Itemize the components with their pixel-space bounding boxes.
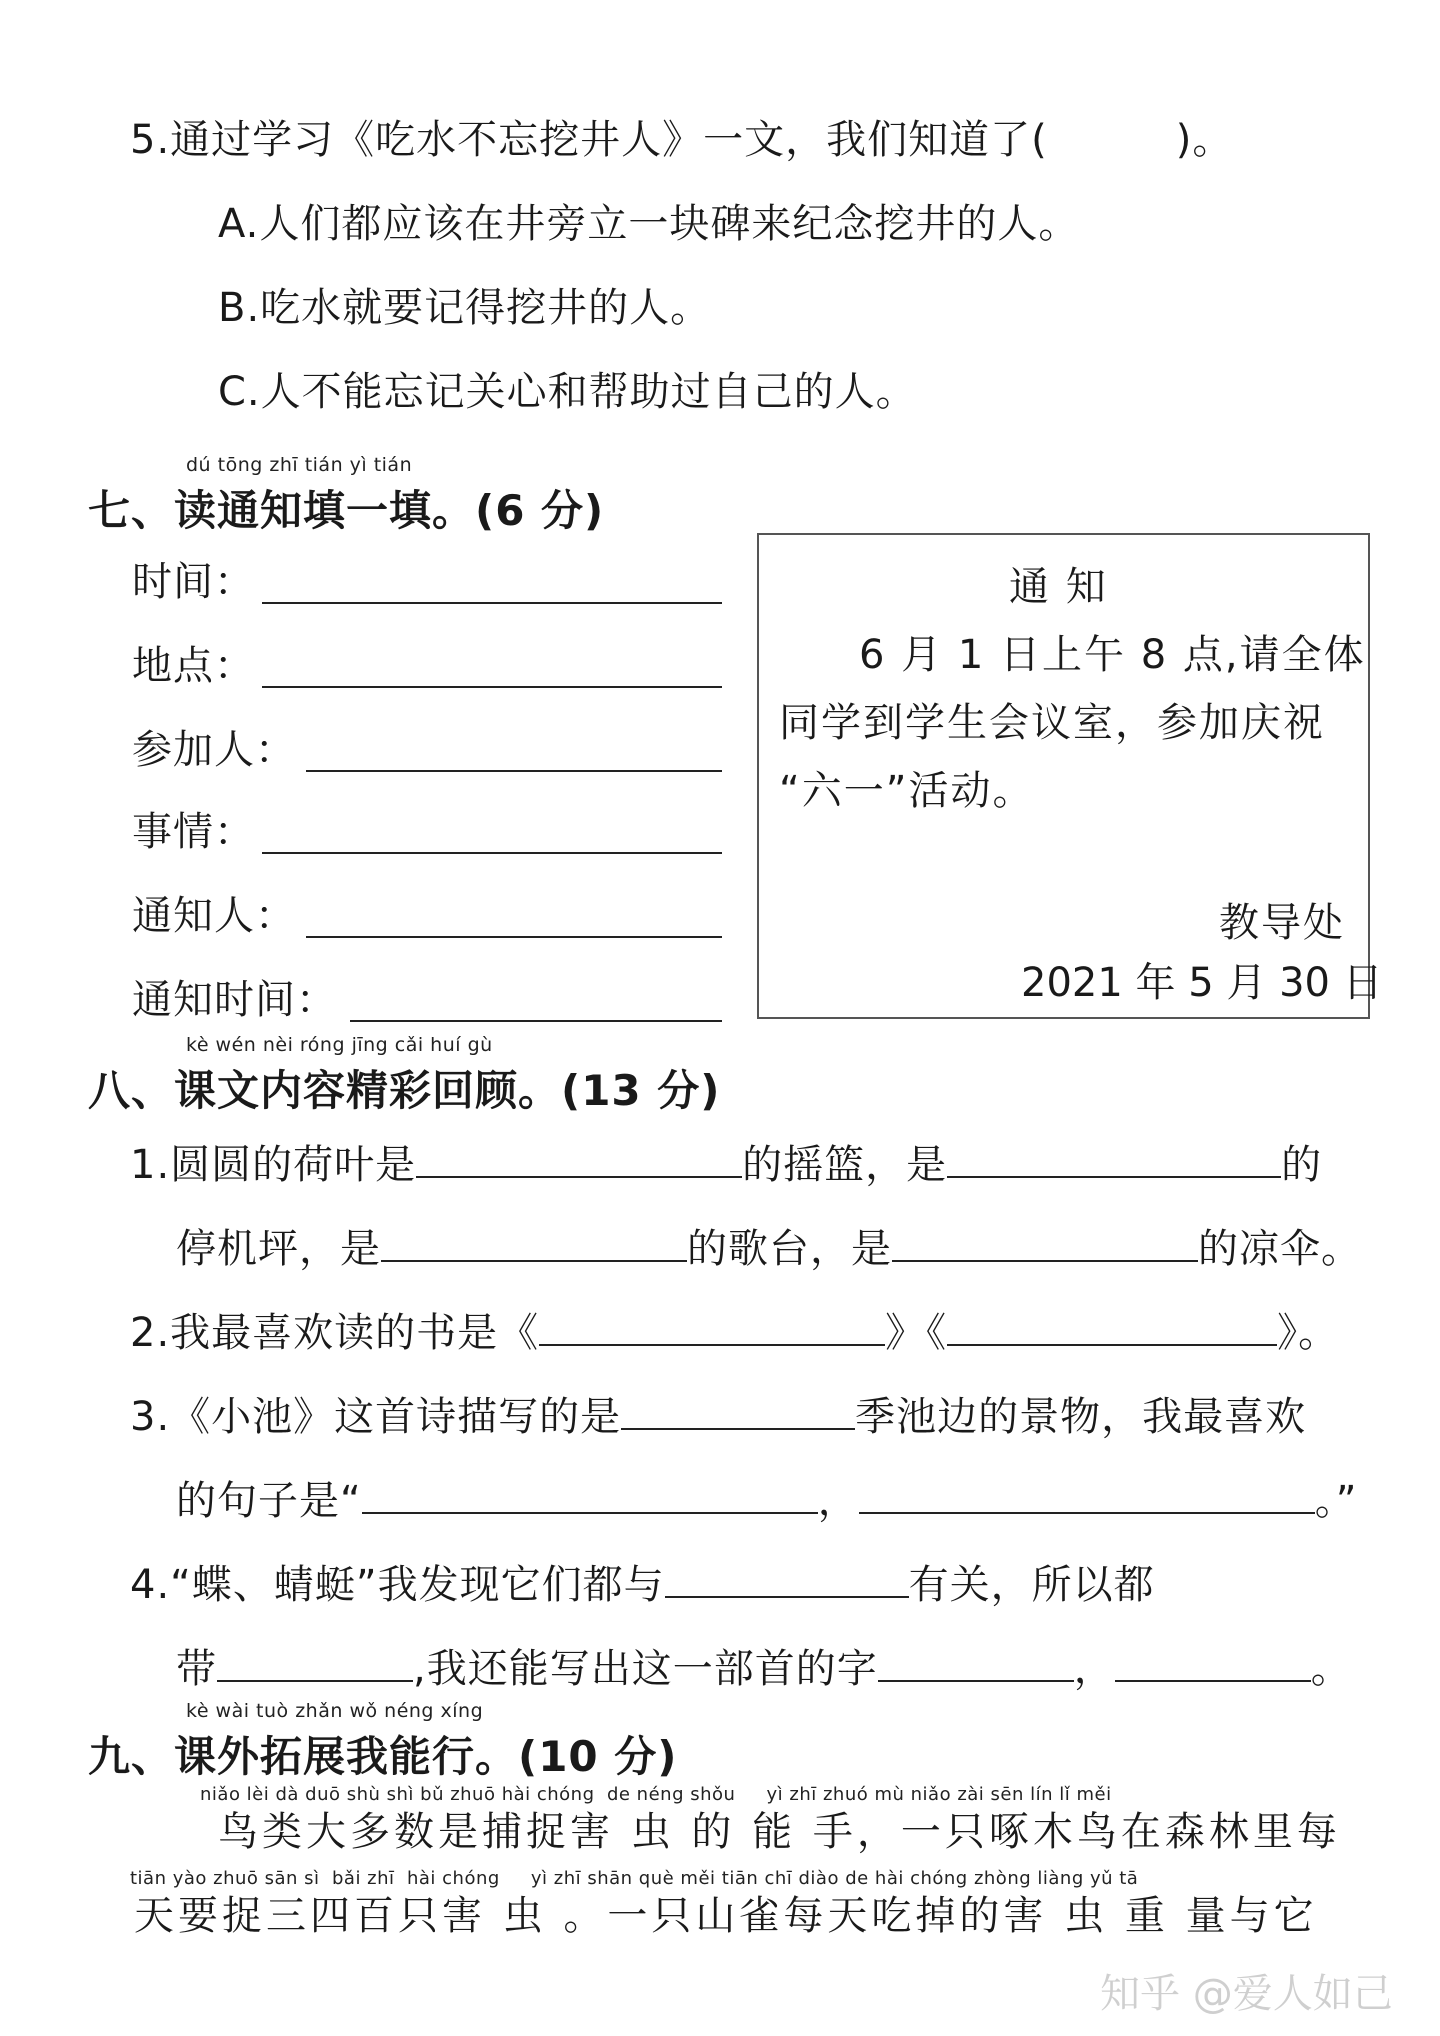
q8-2-text-c: 》。 (1277, 1310, 1340, 1356)
field-event-blank[interactable] (262, 852, 722, 854)
q8-4-text-b: 有关，所以都 (908, 1562, 1155, 1608)
field-participants-label: 参加人： (132, 727, 296, 773)
q8-3-text-c: 的句子是“ (176, 1478, 362, 1524)
field-place-label: 地点： (132, 643, 255, 689)
q8-3-blank-1[interactable] (621, 1390, 855, 1430)
passage-pinyin-1: niǎo lèi dà duō shù shì bǔ zhuō hài chóng de néng shǒu yì zhī zhuó mù niǎo zài sēn lín lǐ měi (200, 1784, 1112, 1805)
passage-line-2: 天要捉三四百只害 虫 。一只山雀每天吃掉的害 虫 重 量与它 (134, 1893, 1318, 1939)
q8-4-text-c: 带 (176, 1646, 217, 1692)
q5-option-c: C.人不能忘记关心和帮助过自己的人。 (218, 369, 917, 415)
sec8-title: 八、课文内容精彩回顾。(13 分) (88, 1066, 721, 1115)
notice-line-1: 6 月 1 日上午 8 点,请全体 (859, 632, 1366, 678)
q8-3-text-a: 3.《小池》这首诗描写的是 (130, 1394, 622, 1440)
q8-2-line (130, 1306, 1339, 1357)
q8-3-line-b (176, 1474, 1357, 1525)
q5-stem-text: 5.通过学习《吃水不忘挖井人》一文，我们知道了( (130, 117, 1048, 163)
passage-line-1: 鸟类大多数是捕捉害 虫 的 能 手，一只啄木鸟在森林里每 (218, 1809, 1341, 1855)
q8-2-text-b: 》《 (885, 1310, 948, 1356)
field-event-label: 事情： (132, 809, 255, 855)
q8-3-text-d: ， (817, 1478, 859, 1524)
passage-pinyin-2: tiān yào zhuō sān sì bǎi zhī hài chóng yì zhī shān què měi tiān chī diào de hài chóng zhòng liàng yǔ tā (130, 1868, 1139, 1889)
q8-1-line-b (176, 1222, 1362, 1273)
q8-4-blank-1[interactable] (665, 1558, 909, 1598)
field-notifier-label: 通知人： (132, 893, 296, 939)
q8-1-text-d: 停机坪，是 (176, 1226, 381, 1272)
q5-stem (130, 116, 1233, 164)
q8-4-text-e: ， (1073, 1646, 1115, 1692)
q8-2-blank-1[interactable] (539, 1306, 885, 1346)
sec7-title: 七、读通知填一填。(6 分) (88, 486, 605, 535)
q8-1-blank-1[interactable] (416, 1138, 742, 1178)
sec9-title: 九、课外拓展我能行。(10 分) (88, 1732, 678, 1781)
q8-3-text-b: 季池边的景物，我最喜欢 (855, 1394, 1307, 1440)
q8-4-text-a: 4.“蝶、蜻蜓”我发现它们都与 (130, 1562, 665, 1608)
q8-1-text-e: 的歌台，是 (687, 1226, 892, 1272)
q8-1-blank-4[interactable] (892, 1222, 1198, 1262)
q8-1-text-b: 的摇篮，是 (742, 1142, 948, 1188)
q8-4-text-f: 。 (1310, 1646, 1352, 1692)
sec7-pinyin: dú tōng zhī tián yì tián (186, 454, 413, 476)
q8-3-blank-2[interactable] (362, 1474, 818, 1514)
q8-1-text-c: 的 (1281, 1142, 1323, 1188)
q8-2-text-a: 2.我最喜欢读的书是《 (130, 1310, 540, 1356)
q5-option-b: B.吃水就要记得挖井的人。 (218, 285, 712, 331)
field-time-label: 时间： (132, 559, 255, 605)
q8-3-blank-3[interactable] (859, 1474, 1315, 1514)
field-time-blank[interactable] (262, 602, 722, 604)
field-notifier-blank[interactable] (306, 936, 722, 938)
notice-line-3: “六一”活动。 (779, 768, 1035, 814)
field-notice-time-blank[interactable] (350, 1020, 722, 1022)
q8-4-line-b (176, 1642, 1352, 1693)
notice-signer: 教导处 (1219, 900, 1345, 946)
field-participants-blank[interactable] (306, 770, 722, 772)
notice-line-2: 同学到学生会议室，参加庆祝 (779, 700, 1325, 746)
q8-2-blank-2[interactable] (947, 1306, 1277, 1346)
q8-1-text-f: 的凉伞。 (1198, 1226, 1362, 1272)
notice-date: 2021 年 5 月 30 日 (1021, 960, 1383, 1006)
sec9-pinyin: kè wài tuò zhǎn wǒ néng xíng (186, 1700, 484, 1722)
field-notice-time-label: 通知时间： (132, 977, 337, 1023)
q8-1-text-a: 1.圆圆的荷叶是 (130, 1142, 417, 1188)
q5-option-a: A.人们都应该在井旁立一块碑来纪念挖井的人。 (218, 201, 1080, 247)
q8-1-blank-3[interactable] (381, 1222, 687, 1262)
q8-4-blank-2[interactable] (217, 1642, 413, 1682)
q8-4-blank-4[interactable] (1115, 1642, 1311, 1682)
notice-title: 通 知 (1009, 564, 1108, 610)
q8-4-text-d: ,我还能写出这一部首的字 (413, 1646, 878, 1692)
field-place-blank[interactable] (262, 686, 722, 688)
q8-3-text-e: 。” (1314, 1478, 1358, 1524)
q8-1-blank-2[interactable] (947, 1138, 1281, 1178)
q8-3-line-a (130, 1390, 1306, 1441)
q8-4-blank-3[interactable] (878, 1642, 1074, 1682)
q8-1-line-a (130, 1138, 1322, 1189)
q5-stem-end: )。 (1175, 117, 1234, 163)
sec8-pinyin: kè wén nèi róng jīng cǎi huí gù (186, 1034, 493, 1056)
q8-4-line-a (130, 1558, 1155, 1609)
notice-box (757, 533, 1383, 1019)
watermark: 知乎 @爱人如己 (1100, 1971, 1393, 2017)
